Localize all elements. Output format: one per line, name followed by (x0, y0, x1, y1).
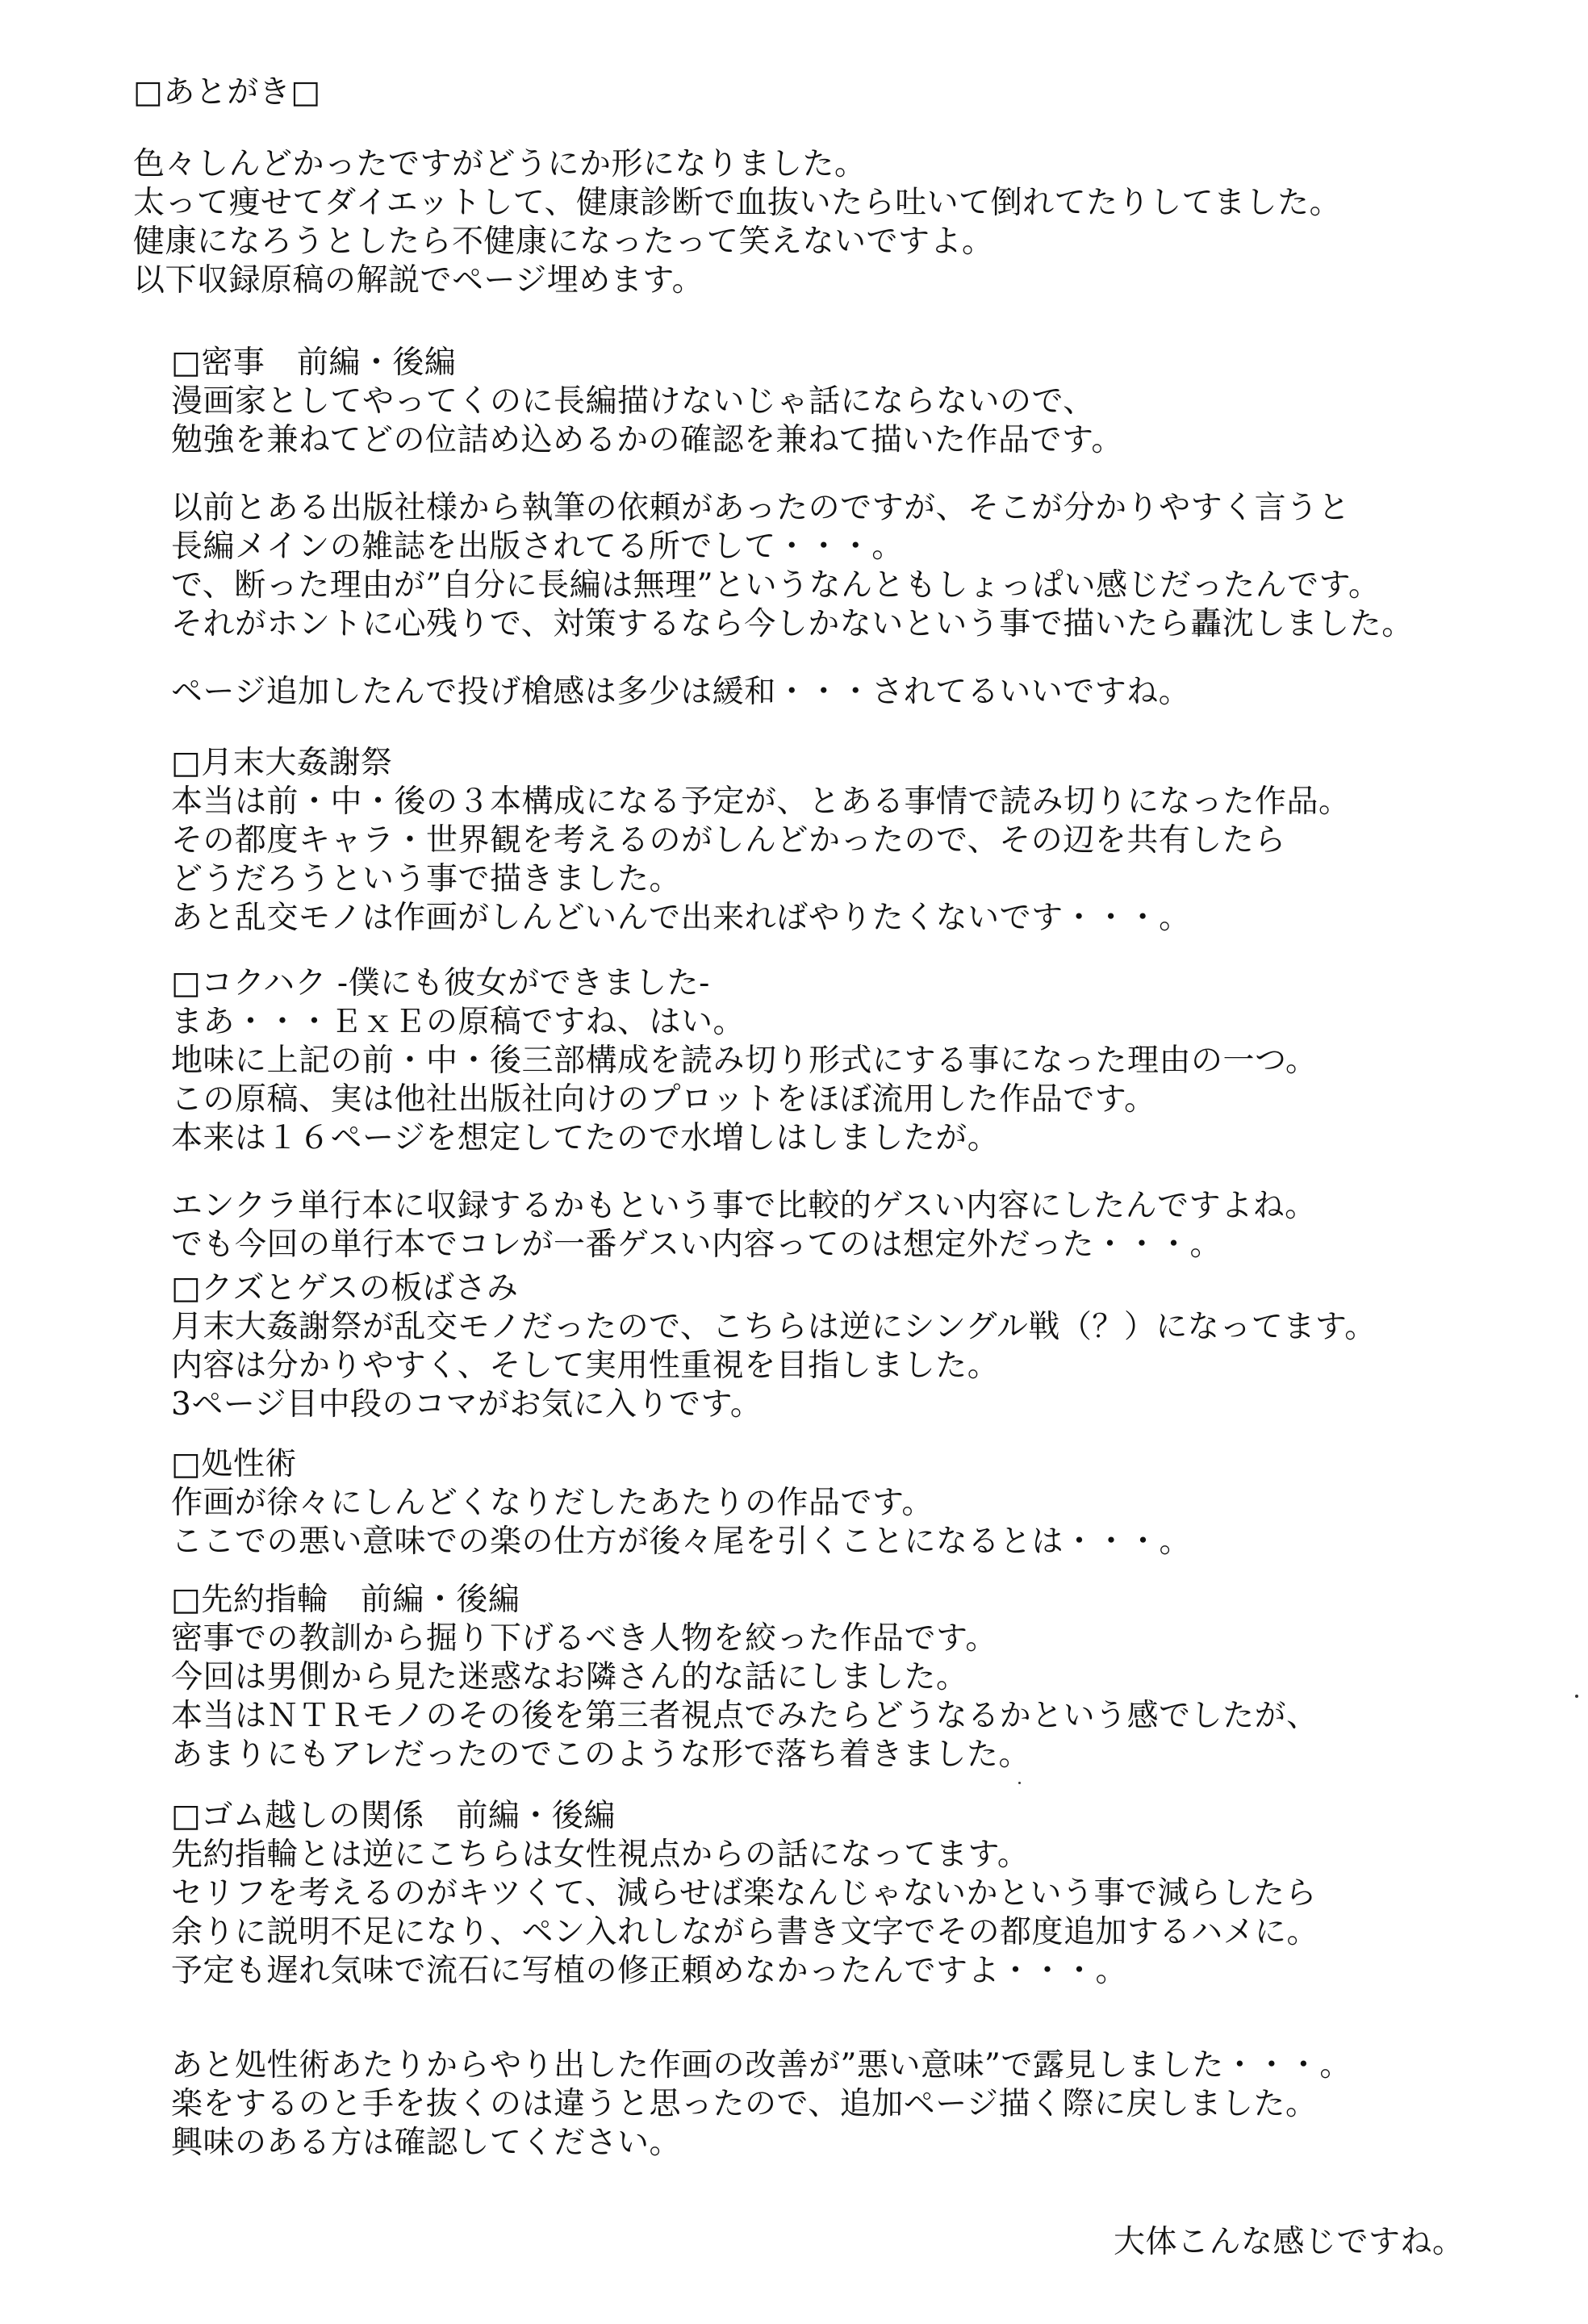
section-line: 月末大姦謝祭が乱交モノだったので、こちらは逆にシングル戦（？）になってます。 (171, 1309, 1377, 1345)
section-line: 勉強を兼ねてどの位詰め込めるかの確認を兼ねて描いた作品です。 (171, 422, 1123, 458)
section-line: 地味に上記の前・中・後三部構成を読み切り形式にする事になった理由の一つ。 (171, 1043, 1318, 1079)
section-line: 本当はＮＴＲモノのその後を第三者視点でみたらどうなるかという感でしたが、 (171, 1698, 1318, 1734)
section-line: それがホントに心残りで、対策するなら今しかないという事で描いたら轟沈しました。 (171, 606, 1414, 642)
intro-line: 以下収録原稿の解説でページ埋めます。 (133, 262, 704, 299)
section-line: ここでの悪い意味での楽の仕方が後々尾を引くことになるとは・・・。 (171, 1524, 1192, 1560)
section-heading: □月末大姦謝祭 (171, 745, 393, 781)
intro-line: 健康になろうとしたら不健康になったって笑えないですよ。 (133, 224, 994, 260)
closing-line: 興味のある方は確認してください。 (171, 2125, 682, 2161)
section-line: 長編メインの雑誌を出版されてる所でして・・・。 (171, 529, 904, 565)
closing-line: あと処性術あたりからやり出した作画の改善が”悪い意味”で露見しました・・・。 (171, 2047, 1352, 2084)
section-line: 密事での教訓から掘り下げるべき人物を絞った作品です。 (171, 1620, 997, 1657)
section-heading: □ゴム越しの関係 前編・後編 (171, 1798, 616, 1834)
section-line: あと乱交モノは作画がしんどいんで出来ればやりたくないです・・・。 (171, 900, 1191, 936)
section-heading: □密事 前編・後編 (171, 345, 457, 381)
section-line: 本来は１６ページを想定してたので水増しはしましたが。 (171, 1120, 1000, 1156)
section-line: 本当は前・中・後の３本構成になる予定が、とある事情で読み切りになった作品。 (171, 784, 1351, 820)
section-line: で、断った理由が”自分に長編は無理”というなんともしょっぱい感じだったんです。 (171, 567, 1381, 604)
section-line: 内容は分かりやすく、そして実用性重視を目指しました。 (171, 1348, 1000, 1384)
section-line: その都度キャラ・世界観を考えるのがしんどかったので、その辺を共有したら (171, 822, 1286, 859)
section-line: エンクラ単行本に収録するかもという事で比較的ゲスい内容にしたんですよね。 (171, 1188, 1317, 1224)
section-heading: □コクハク -僕にも彼女ができました- (171, 965, 710, 1001)
section-line: ページ追加したんで投げ槍感は多少は緩和・・・されてるいいですね。 (171, 674, 1191, 710)
section-line: 作画が徐々にしんどくなりだしたあたりの作品です。 (171, 1485, 934, 1521)
section-line: 余りに説明不足になり、ペン入れしながら書き文字でその都度追加するハメに。 (171, 1914, 1319, 1950)
intro-line: 色々しんどかったですがどうにか形になりました。 (133, 146, 867, 182)
scan-speck (1575, 1695, 1578, 1698)
closing-line: 楽をするのと手を抜くのは違うと思ったので、追加ページ描く際に戻しました。 (171, 2086, 1318, 2122)
section-line: あまりにもアレだったのでこのような形で落ち着きました。 (171, 1737, 1030, 1773)
section-heading: □クズとゲスの板ばさみ (171, 1270, 519, 1306)
section-line: 先約指輪とは逆にこちらは女性視点からの話になってます。 (171, 1837, 1030, 1873)
page-title: □あとがき□ (133, 74, 321, 111)
section-line: この原稿、実は他社出版社向けのプロットをほぼ流用した作品です。 (171, 1081, 1156, 1118)
section-line: 3ページ目中段のコマがお気に入りです。 (171, 1386, 763, 1423)
section-heading: □先約指輪 前編・後編 (171, 1582, 520, 1618)
section-line: 以前とある出版社様から執筆の依頼があったのですが、そこが分かりやすく言うと (171, 490, 1351, 526)
intro-line: 太って痩せてダイエットして、健康診断で血抜いたら吐いて倒れてたりしてました。 (133, 185, 1342, 221)
section-line: 漫画家としてやってくのに長編描けないじゃ話にならないので、 (171, 383, 1095, 420)
section-line: まあ・・・ＥｘＥの原稿ですね、はい。 (171, 1004, 746, 1040)
section-line: セリフを考えるのがキツくて、減らせば楽なんじゃないかという事で減らしたら (171, 1875, 1318, 1912)
scan-speck (1018, 1782, 1021, 1784)
section-line: でも今回の単行本でコレが一番ゲスい内容ってのは想定外だった・・・。 (171, 1227, 1222, 1263)
signoff: 大体こんな感じですね。 (1114, 2224, 1465, 2260)
section-line: 今回は男側から見た迷惑なお隣さん的な話にしました。 (171, 1659, 968, 1695)
section-line: どうだろうという事で描きました。 (171, 861, 682, 897)
section-heading: □処性術 (171, 1446, 297, 1482)
section-line: 予定も遅れ気味で流石に写植の修正頼めなかったんですよ・・・。 (171, 1953, 1128, 1989)
